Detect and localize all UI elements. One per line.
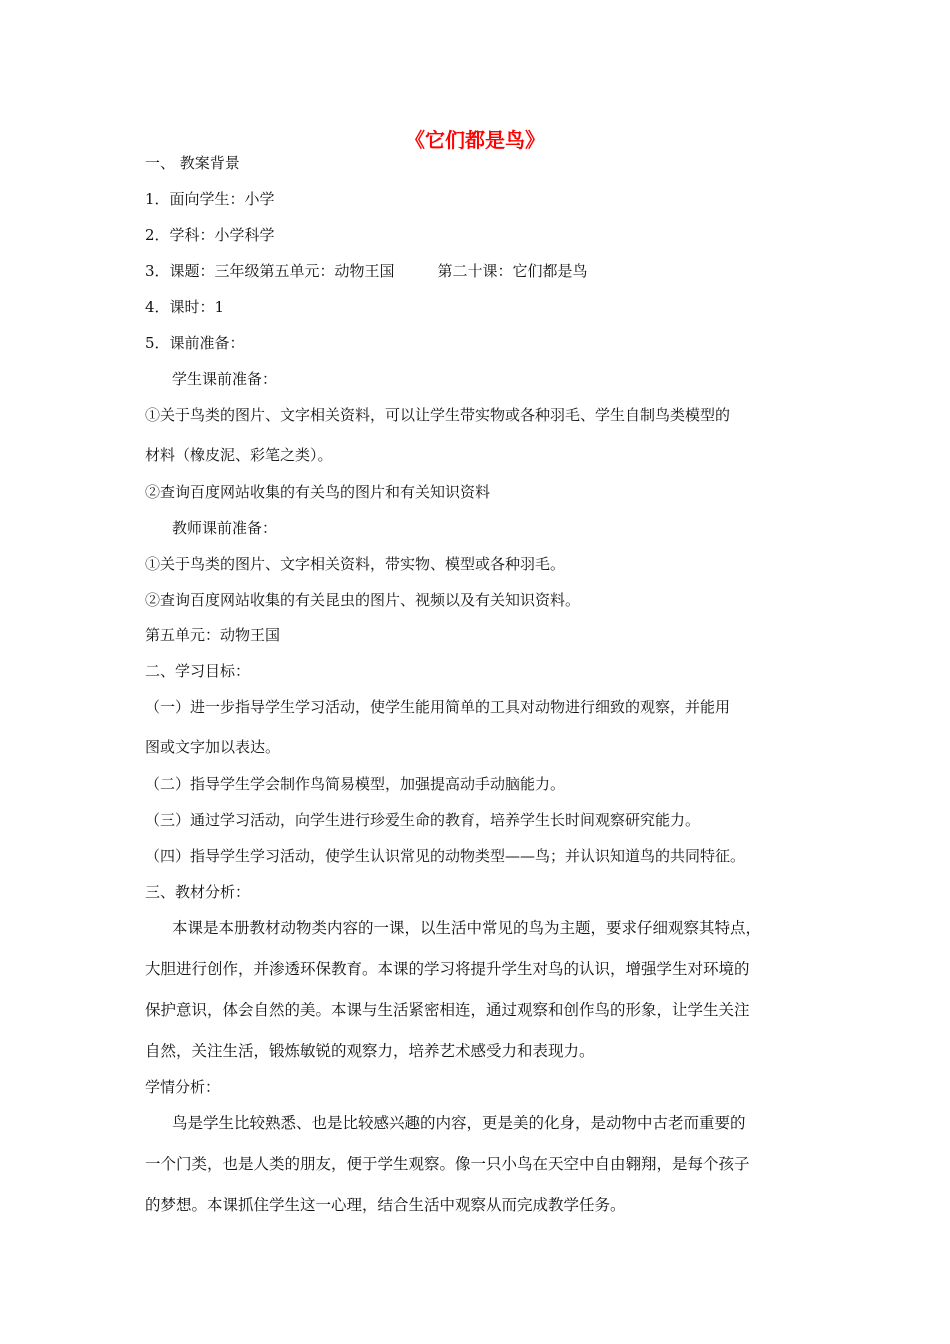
analysis-line-3: 保护意识，体会自然的美。本课与生活紧密相连，通过观察和创作鸟的形象，让学生关注: [145, 1001, 750, 1019]
document-title: 《它们都是鸟》: [405, 128, 545, 152]
goal-1b: 图或文字加以表达。: [145, 738, 281, 756]
teacher-prep-1: ①关于鸟类的图片、文字相关资料，带实物、模型或各种羽毛。: [145, 555, 566, 573]
student-prep-label: 学生课前准备：: [172, 370, 278, 388]
student-prep-2: ②查询百度网站收集的有关鸟的图片和有关知识资料: [145, 483, 491, 501]
section-heading-goals: 二、学习目标：: [145, 662, 251, 680]
item-students: 1．面向学生：小学: [145, 190, 275, 208]
goal-2: （二）指导学生学会制作鸟简易模型，加强提高动手动脑能力。: [145, 775, 566, 793]
learner-line-1: 鸟是学生比较熟悉、也是比较感兴趣的内容，更是美的化身，是动物中古老而重要的: [172, 1114, 746, 1132]
unit-label: 第五单元：动物王国: [145, 626, 281, 644]
item-subject: 2．学科：小学科学: [145, 226, 275, 244]
teacher-prep-label: 教师课前准备：: [172, 519, 278, 537]
goal-1a: （一）进一步指导学生学习活动，使学生能用简单的工具对动物进行细致的观察，并能用: [145, 698, 731, 716]
teacher-prep-2: ②查询百度网站收集的有关昆虫的图片、视频以及有关知识资料。: [145, 591, 581, 609]
goal-4: （四）指导学生学习活动，使学生认识常见的动物类型——鸟；并认识知道鸟的共同特征。: [145, 847, 746, 865]
learner-line-3: 的梦想。本课抓住学生这一心理，结合生活中观察从而完成教学任务。: [145, 1196, 626, 1214]
item-preparation: 5．课前准备：: [145, 334, 245, 352]
section-heading-background: 一、 教案背景: [145, 154, 240, 172]
analysis-line-1: 本课是本册教材动物类内容的一课，以生活中常见的鸟为主题，要求仔细观察其特点，: [172, 919, 762, 937]
student-prep-1b: 材料（橡皮泥、彩笔之类）。: [145, 446, 333, 464]
student-prep-1a: ①关于鸟类的图片、文字相关资料，可以让学生带实物或各种羽毛、学生自制鸟类模型的: [145, 406, 731, 424]
learner-analysis-heading: 学情分析：: [145, 1078, 221, 1096]
section-heading-analysis: 三、教材分析：: [145, 883, 251, 901]
item-topic: 3．课题：三年级第五单元：动物王国 第二十课：它们都是鸟: [145, 262, 588, 280]
item-periods: 4．课时：1: [145, 298, 225, 316]
goal-3: （三）通过学习活动，向学生进行珍爱生命的教育，培养学生长时间观察研究能力。: [145, 811, 701, 829]
learner-line-2: 一个门类，也是人类的朋友，便于学生观察。像一只小鸟在天空中自由翱翔，是每个孩子: [145, 1155, 750, 1173]
analysis-line-2: 大胆进行创作，并渗透环保教育。本课的学习将提升学生对鸟的认识，增强学生对环境的: [145, 960, 750, 978]
analysis-line-4: 自然，关注生活，锻炼敏锐的观察力，培养艺术感受力和表现力。: [145, 1042, 595, 1060]
